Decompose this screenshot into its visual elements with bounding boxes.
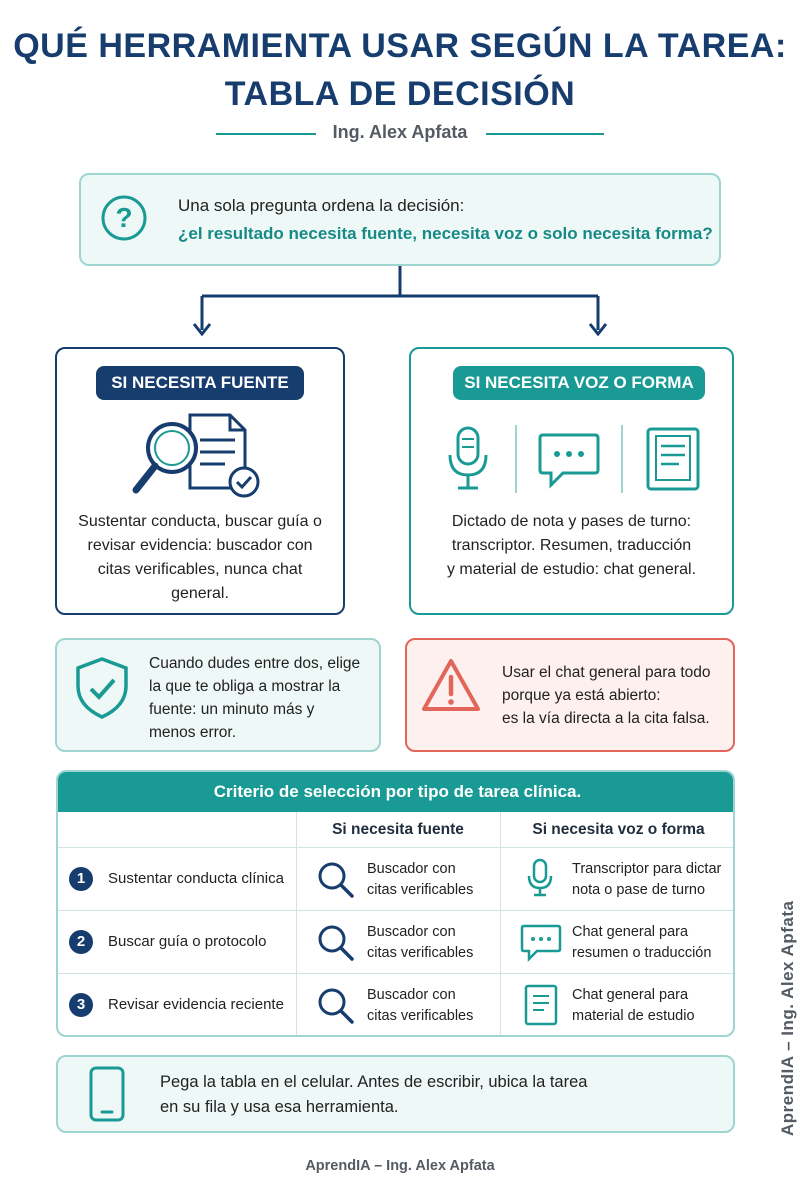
voz-forma-description: Dictado de nota y pases de turno: transcriptor. Resumen, traducción y material de estudio: chat general. (446, 513, 697, 578)
title-line-2: TABLA DE DECISIÓN (224, 75, 576, 113)
footer-credit: AprendIA – Ing. Alex Apfata (305, 1158, 495, 1174)
microphone-icon (444, 425, 492, 493)
document-icon (645, 426, 701, 492)
table-col-divider-1 (296, 812, 297, 1037)
table-row-divider-3 (58, 973, 735, 974)
side-credit: AprendIA – Ing. Alex Apfata (778, 900, 797, 1136)
table-row-divider-2 (58, 910, 735, 911)
question-box (79, 173, 721, 266)
warning-text: Usar el chat general para todo porque ya está abierto: es la vía directa a la cita falsa. (502, 664, 711, 727)
row-number-1: 1 (69, 867, 93, 891)
search-icon (316, 986, 356, 1026)
table-title: Criterio de selección por tipo de tarea clínica. (58, 772, 735, 812)
author-divider-right (486, 133, 604, 135)
search-icon (316, 860, 356, 900)
author-name: Ing. Alex Apfata (332, 122, 468, 142)
icon-divider-2 (621, 425, 623, 493)
row-voz-1: Transcriptor para dictar nota o pase de turno (572, 861, 722, 898)
title-line-1: QUÉ HERRAMIENTA USAR SEGÚN LA TAREA: (13, 27, 787, 65)
question-main: ¿el resultado necesita fuente, necesita voz o solo necesita forma? (178, 224, 713, 243)
decision-table (56, 770, 735, 1037)
magnifier-document-check-icon (130, 410, 265, 500)
svg-text:?: ? (115, 202, 133, 233)
question-icon (100, 194, 148, 242)
col-header-fuente: Si necesita fuente (332, 821, 464, 838)
branch-arrows (190, 266, 610, 342)
col-header-voz: Si necesita voz o forma (532, 821, 705, 838)
row-task-1: Sustentar conducta clínica (108, 870, 284, 887)
chat-bubble-icon (520, 924, 562, 962)
row-fuente-1: Buscador con citas verificables (367, 861, 474, 898)
fuente-label: SI NECESITA FUENTE (96, 366, 304, 400)
phone-icon (88, 1065, 126, 1123)
row-task-2: Buscar guía o protocolo (108, 933, 267, 950)
document-icon (524, 984, 558, 1026)
table-row-divider-1 (58, 847, 735, 848)
fuente-description: Sustentar conducta, buscar guía o revisar evidencia: buscador con citas verificables, nunca chat general. (78, 513, 322, 602)
warning-triangle-icon (420, 657, 482, 713)
tip-text: Cuando dudes entre dos, elige la que te obliga a mostrar la fuente: un minuto más y menos error. (149, 655, 361, 741)
row-voz-3: Chat general para material de estudio (572, 987, 695, 1024)
icon-divider-1 (515, 425, 517, 493)
row-fuente-2: Buscador con citas verificables (367, 924, 474, 961)
table-col-divider-2 (500, 812, 501, 1037)
voz-forma-label: SI NECESITA VOZ O FORMA (453, 366, 705, 400)
microphone-icon (526, 858, 554, 898)
row-fuente-3: Buscador con citas verificables (367, 987, 474, 1024)
shield-check-icon (74, 656, 130, 720)
search-icon (316, 923, 356, 963)
row-number-3: 3 (69, 993, 93, 1017)
row-number-2: 2 (69, 930, 93, 954)
row-voz-2: Chat general para resumen o traducción (572, 924, 712, 961)
chat-bubble-icon (537, 432, 601, 490)
question-intro: Una sola pregunta ordena la decisión: (178, 196, 465, 215)
row-task-3: Revisar evidencia reciente (108, 996, 284, 1013)
bottom-tip-text: Pega la tabla en el celular. Antes de escribir, ubica la tarea en su fila y usa esa herramienta. (160, 1073, 588, 1116)
